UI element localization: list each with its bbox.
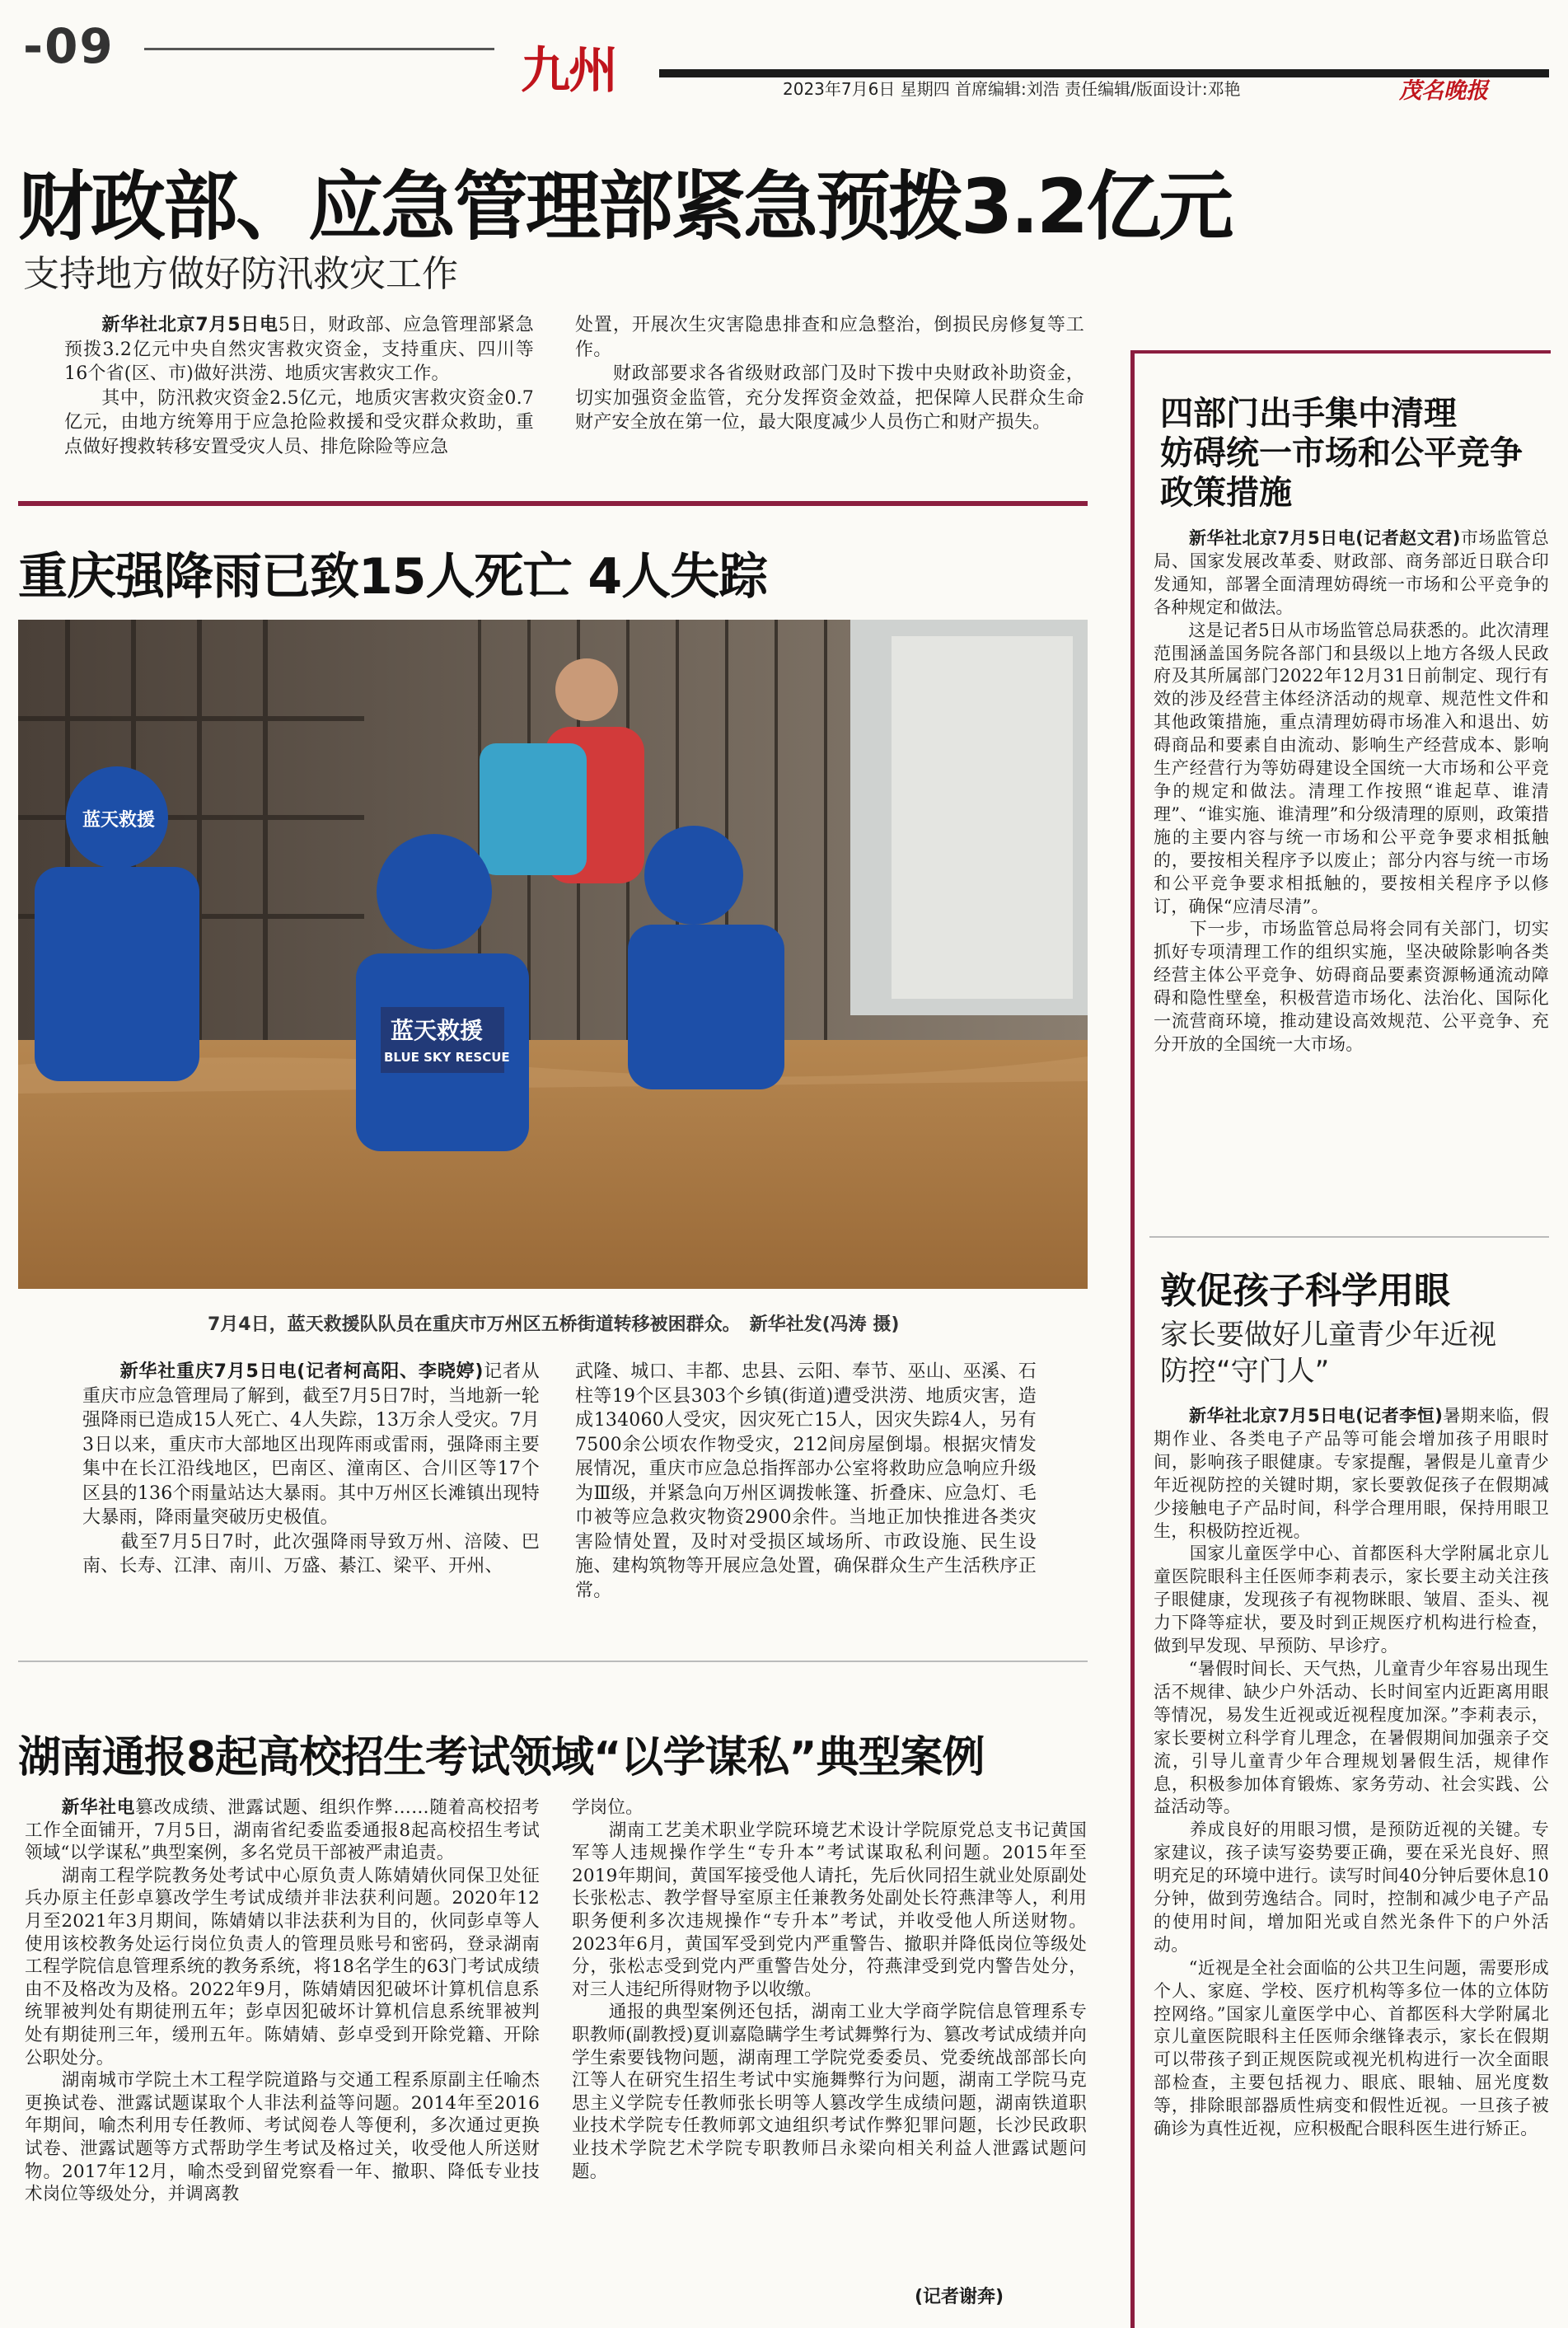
myopia-subhead-line-1: 家长要做好儿童青少年近视 xyxy=(1160,1319,1496,1351)
lead-dateline: 新华社北京7月5日电 xyxy=(101,315,278,335)
photo-caption: 7月4日，蓝天救援队队员在重庆市万州区五桥街道转移被困群众。 新华社发(冯涛 摄) xyxy=(208,1314,900,1335)
myopia-subhead xyxy=(1160,1317,1496,1389)
lead-col1-text: 5日，财政部、应急管理部紧急预拨3.2亿元中央自然灾害救灾资金，支持重庆、四川等16个省(区、市)做好洪涝、地质灾害救灾工作。 其中，防汛救灾资金2.5亿元，地质灾害救灾资金0.7亿元，由地方统筹用于应急抢险救援和受灾群众救助，重点做好搜救转移安置受灾人员、排危除险等应急 xyxy=(64,315,534,457)
chongqing-col-1 xyxy=(82,1360,540,1579)
flood-rescue-photo xyxy=(18,620,1088,1289)
masthead-line-left xyxy=(144,48,494,50)
lead-col-2: 处置，开展次生灾害隐患排查和应急整治，倒损民房修复等工作。 财政部要求各省级财政部门及时下拨中央财政补助资金，切实加强资金监管，充分发挥资金效益，把保障人民群众生命财产安全放在第一位，最大限度减少人员伤亡和财产损失。 xyxy=(575,315,1084,433)
hunan-col-2: 学岗位。 湖南工艺美术职业学院环境艺术设计学院原党总支书记黄国军等人违规操作学生“专升本”考试谋取私利问题。2015年至2019年期间，黄国军接受他人请托，先后伙同招生就业处原副处长张松志、教学督导室原主任兼教务处副处长符燕津等人，利用职务便利多次违规操作“专升本”考试，并收受他人所送财物。2023年6月，黄国军受到党内严重警告、撤职并降低岗位等级处分，张松志受到党内严重警告处分，符燕津受到党内警告处分，对三人违纪所得财物予以收缴。 通报的典型案例还包括，湖南工业大学商学院信息管理系专职教师(副教授)夏训嘉隐瞒学生考试舞弊行为、篡改考试成绩并向学生索要钱物问题，湖南理工学院党委委员、党委统战部部长向江等人在研究生招生考试中实施舞弊行为问题，湖南工学院马克思主义学院专任教师张长明等人篡改学生成绩问题，湖南铁道职业技术学院专任教师郭文迪组织考试作弊犯罪问题，长沙民政职业技术学院艺术学院专职教师吕永梁向相关利益人泄露试题问题。 xyxy=(572,1797,1087,2182)
chongqing-col1-text: 记者从重庆市应急管理局了解到，截至7月5日7时，当地新一轮强降雨已造成15人死亡、4人失踪，13万余人受灾。7月3日以来，重庆市大部地区出现阵雨或雷雨，强降雨主要集中在长江沿线地区，巴南区、潼南区、合川区等17个区县的136个雨量站达大暴雨。其中万州区长滩镇出现特大暴雨，降雨量突破历史极值。 截至7月5日7时，此次强降雨导致万州、涪陵、巴南、长寿、江津、南川、万盛、綦江、梁平、开州、 xyxy=(82,1361,540,1576)
market-headline-line-3: 政策措施 xyxy=(1160,474,1292,512)
vest-label-cn: 蓝天救援 xyxy=(391,1017,484,1044)
flood-rescue-photo-art xyxy=(18,620,1088,1289)
myopia-divider xyxy=(1149,1236,1549,1238)
myopia-headline: 敦促孩子科学用眼 xyxy=(1160,1270,1450,1312)
market-dateline: 新华社北京7月5日电(记者赵文君) xyxy=(1189,528,1461,548)
hunan-byline: (记者谢奔) xyxy=(915,2287,1004,2307)
lead-headline: 财政部、应急管理部紧急预拨3.2亿元 xyxy=(18,164,1232,251)
lead-divider xyxy=(18,501,1088,506)
chongqing-headline: 重庆强降雨已致15人死亡 4人失踪 xyxy=(18,548,768,606)
market-headline-line-2: 妨碍统一市场和公平竞争 xyxy=(1160,434,1523,472)
market-headline xyxy=(1160,394,1523,513)
hunan-col-1 xyxy=(25,1796,540,2206)
page-number: -09 xyxy=(23,18,115,74)
sidebar-top-rule xyxy=(1130,350,1551,354)
vest-label-en: BLUE SKY RESCUE xyxy=(384,1050,510,1065)
newspaper-logo: 茂名晚报 xyxy=(1399,78,1488,104)
chongqing-divider xyxy=(18,1661,1088,1662)
myopia-body-text: 暑期来临，假期作业、各类电子产品等可能会增加孩子用眼时间，影响孩子眼健康。专家提醒，暑假是儿童青少年近视防控的关键时期，家长要敦促孩子在假期减少接触电子产品时间，科学合理用眼，保持用眼卫生，积极防控近视。 国家儿童医学中心、首都医科大学附属北京儿童医院眼科主任医师李莉表示，家长要主动关注孩子眼健康，发现孩子有视物眯眼、皱眉、歪头、视力下降等症状，要及时到正规医疗机构进行检查，做到早发现、早预防、早诊疗。 “暑假时间长、天气热，儿童青少年容易出现生活不规律、缺少户外活动、长时间室内近距离用眼等情况，易发生近视或近视程度加深。”李莉表示，家长要树立科学育儿理念，在暑假期间加强亲子交流，引导儿童青少年合理规划暑假生活，规律作息，积极参加体育锻炼、家务劳动、社会实践、公益活动等。 养成良好的用眼习惯，是预防近视的关键。专家建议，孩子读写姿势要正确，要在采光良好、照明充足的环境中进行。读写时间40分钟后要休息10分钟，做到劳逸结合。同时，控制和减少电子产品的使用时间，增加阳光或自然光条件下的户外活动。 “近视是全社会面临的公共卫生问题，需要形成个人、家庭、学校、医疗机构等多位一体的立体防控网络。”国家儿童医学中心、首都医科大学附属北京儿童医院眼科主任医师余继锋表示，家长在假期可以带孩子到正规医院或视光机构进行一次全面眼部检查，主要包括视力、眼底、眼轴、屈光度数等，排除眼部器质性病变和假性近视。一旦孩子被确诊为真性近视，应积极配合眼科医生进行矫正。 xyxy=(1154,1406,1549,2139)
market-body xyxy=(1154,527,1549,1056)
lead-subhead: 支持地方做好防汛救灾工作 xyxy=(23,253,458,295)
market-body-text: 市场监管总局、国家发展改革委、财政部、商务部近日联合印发通知，部署全面清理妨碍统一市场和公平竞争的各种规定和做法。 这是记者5日从市场监管总局获悉的。此次清理范围涵盖国务院各部门和县级以上地方各级人民政府及其所属部门2022年12月31日前制定、现行有效的涉及经营主体经济活动的规章、规范性文件和其他政策措施，重点清理妨碍市场准入和退出、妨碍商品和要素自由流动、影响生产经营成本、影响生产经营行为等妨碍建设全国统一大市场和公平竞争的规定和做法。清理工作按照“谁起草、谁清理”、“谁实施、谁清理”和分级清理的原则，政策措施的主要内容与统一市场和公平竞争要求相抵触的，要按相关程序予以废止；部分内容与统一市场和公平竞争要求相抵触的，要按相关程序予以修订，确保“应清尽清”。 下一步，市场监管总局将会同有关部门，切实抓好专项清理工作的组织实施，坚决破除影响各类经营主体公平竞争、妨碍商品要素资源畅通流动障碍和隐性壁垒，积极营造市场化、法治化、国际化一流营商环境，推动建设高效规范、公平竞争、充分开放的全国统一大市场。 xyxy=(1154,528,1550,1054)
chongqing-dateline: 新华社重庆7月5日电(记者柯高阳、李晓婷) xyxy=(119,1361,484,1382)
chongqing-col-2: 武隆、城口、丰都、忠县、云阳、奉节、巫山、巫溪、石柱等19个区县303个乡镇(街道)遭受洪涝、地质灾害，造成134060人受灾，因灾死亡15人，因灾失踪4人，另有7500余公顷农作物受灾，212间房屋倒塌。根据灾情发展情况，重庆市应急总指挥部办公室将救助应急响应升级为Ⅲ级，并紧急向万州区调拨帐篷、折叠床、应急灯、毛巾被等应急救灾物资2900余件。当地正加快推进各类灾害险情处置，及时对受损区域场所、市政设施、民生设施、建构筑物等开展应急处置，确保群众生产生活秩序正常。 xyxy=(575,1361,1037,1601)
myopia-dateline: 新华社北京7月5日电(记者李恒) xyxy=(1189,1406,1444,1426)
helmet-label: 蓝天救援 xyxy=(82,810,156,831)
myopia-subhead-line-2: 防控“守门人” xyxy=(1160,1355,1330,1388)
section-title: 九州 xyxy=(521,42,616,100)
lead-col-1 xyxy=(64,313,534,459)
sidebar-border xyxy=(1130,350,1135,2328)
myopia-body xyxy=(1154,1405,1549,2141)
masthead-info: 2023年7月6日 星期四 首席编辑:刘浩 责任编辑/版面设计:邓艳 xyxy=(783,79,1241,99)
market-headline-line-1: 四部门出手集中清理 xyxy=(1160,395,1457,433)
hunan-col1-text: 篡改成绩、泄露试题、组织作弊……随着高校招考工作全面铺开，7月5日，湖南省纪委监委通报8起高校招生考试领域“以学谋私”典型案例，多名党员干部被严肃追责。 湖南工程学院教务处考试中心原负责人陈婧婧伙同保卫处征兵办原主任彭卓篡改学生考试成绩并非法获利问题。2020年12月至2021年3月期间，陈婧婧以非法获利为目的，伙同彭卓等人使用该校教务处运行岗位负责人的管理员账号和密码，登录湖南工程学院信息管理系统的教务系统，将18名学生的63门考试成绩由不及格改为及格。2022年9月，陈婧婧因犯破坏计算机信息系统罪被判处有期徒刑五年；彭卓因犯破坏计算机信息系统罪被判处有期徒刑三年，缓刑五年。陈婧婧、彭卓受到开除党籍、开除公职处分。 湖南城市学院土木工程学院道路与交通工程系原副主任喻杰更换试卷、泄露试题谋取个人非法利益等问题。2014年至2016年期间，喻杰利用专任教师、考试阅卷人等便利，多次通过更换试卷、泄露试题等方式帮助学生考试及格过关，收受他人所送财物。2017年12月，喻杰受到留党察看一年、撤职、降低专业技术岗位等级处分，并调离教 xyxy=(25,1797,541,2205)
hunan-headline: 湖南通报8起高校招生考试领域“以学谋私”典型案例 xyxy=(18,1733,985,1782)
hunan-dateline: 新华社电 xyxy=(61,1797,136,1818)
